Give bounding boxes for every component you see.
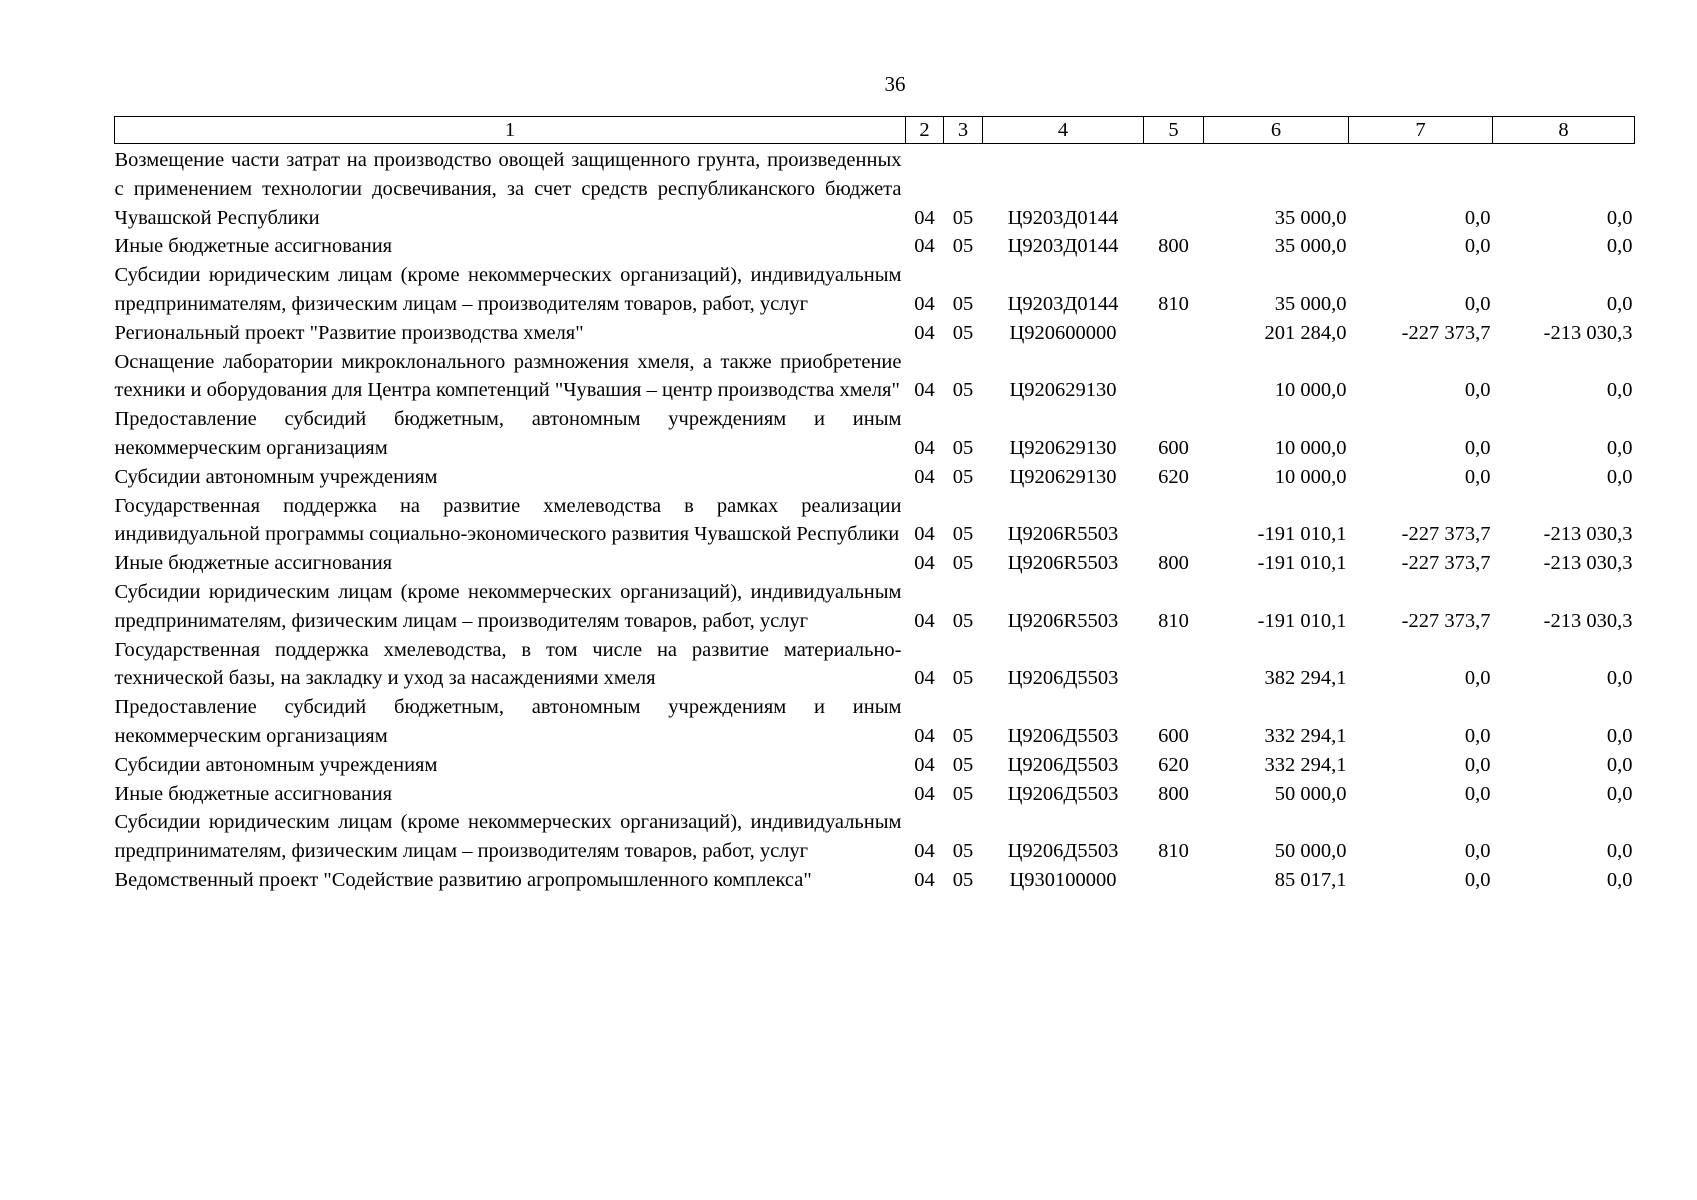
row-section: 04 xyxy=(914,724,935,747)
row-subsection: 05 xyxy=(952,379,974,402)
row-value-col8: -213 030,3 xyxy=(1543,523,1633,546)
row-subsection: 05 xyxy=(952,436,974,459)
row-target-article: Ц9203Д0144 xyxy=(1007,235,1119,258)
row-expense-type: 810 xyxy=(1158,840,1189,863)
row-value-col7: 0,0 xyxy=(1464,724,1491,747)
row-value-col8: -213 030,3 xyxy=(1543,552,1633,575)
row-value-col7: 0,0 xyxy=(1464,235,1491,258)
row-section: 04 xyxy=(914,321,935,344)
row-subsection: 05 xyxy=(952,724,974,747)
row-value-col6: 50 000,0 xyxy=(1274,840,1347,863)
row-value-col6: 35 000,0 xyxy=(1274,206,1347,229)
table-row xyxy=(115,780,1635,809)
table-row xyxy=(115,463,1635,492)
row-expense-type: 800 xyxy=(1158,552,1189,575)
row-section: 04 xyxy=(914,465,935,488)
table-row xyxy=(115,405,1635,463)
row-subsection: 05 xyxy=(952,782,974,805)
column-header-7: 7 xyxy=(1349,117,1493,144)
column-header-3: 3 xyxy=(944,117,983,144)
column-header-6: 6 xyxy=(1204,117,1349,144)
row-value-col7: 0,0 xyxy=(1464,667,1491,690)
row-target-article: Ц930100000 xyxy=(1009,868,1117,891)
row-value-col6: 50 000,0 xyxy=(1274,782,1347,805)
row-value-col7: 0,0 xyxy=(1464,868,1491,891)
row-section: 04 xyxy=(914,667,935,690)
row-value-col8: 0,0 xyxy=(1606,753,1633,776)
row-expense-type: 810 xyxy=(1158,609,1189,632)
row-subsection: 05 xyxy=(952,465,974,488)
row-value-col6: 10 000,0 xyxy=(1274,465,1347,488)
table-row xyxy=(115,492,1635,550)
row-value-col8: 0,0 xyxy=(1606,782,1633,805)
row-value-col6: 85 017,1 xyxy=(1274,868,1347,891)
row-name: Субсидии юридическим лицам (кроме некоммерческих организаций), индивидуальным предпринимателям, физическим лицам – производителям товаров, работ, услуг xyxy=(114,811,902,863)
row-expense-type xyxy=(1144,636,1204,694)
table-header-row xyxy=(115,117,1635,144)
table-row xyxy=(115,866,1635,895)
row-target-article: Ц9206R5503 xyxy=(1007,523,1119,546)
row-value-col6: -191 010,1 xyxy=(1257,523,1347,546)
row-value-col6: 10 000,0 xyxy=(1274,436,1347,459)
row-value-col6: 332 294,1 xyxy=(1264,724,1347,747)
row-expense-type: 620 xyxy=(1158,465,1189,488)
row-name: Государственная поддержка на развитие хмелеводства в рамках реализации индивидуальной программы социально-экономического развития Чувашской Республики xyxy=(114,494,902,546)
column-header-5: 5 xyxy=(1144,117,1204,144)
row-subsection: 05 xyxy=(952,840,974,863)
column-header-4: 4 xyxy=(983,117,1144,144)
row-section: 04 xyxy=(914,379,935,402)
row-subsection: 05 xyxy=(952,552,974,575)
row-value-col7: -227 373,7 xyxy=(1401,609,1491,632)
row-expense-type: 620 xyxy=(1158,753,1189,776)
row-value-col6: 332 294,1 xyxy=(1264,753,1347,776)
row-target-article: Ц9206Д5503 xyxy=(1007,724,1119,747)
row-section: 04 xyxy=(914,868,935,891)
row-name: Иные бюджетные ассигнования xyxy=(114,782,393,805)
row-value-col6: 10 000,0 xyxy=(1274,379,1347,402)
row-target-article: Ц9206Д5503 xyxy=(1007,667,1119,690)
row-value-col8: 0,0 xyxy=(1606,206,1633,229)
row-name: Ведомственный проект "Содействие развитию агропромышленного комплекса" xyxy=(114,868,812,891)
row-subsection: 05 xyxy=(952,206,974,229)
row-target-article: Ц9206R5503 xyxy=(1007,552,1119,575)
row-target-article: Ц920600000 xyxy=(1009,321,1117,344)
row-name: Оснащение лаборатории микроклонального размножения хмеля, а также приобретение техники и оборудования для Центра компетенций "Чувашия – центр производства хмеля" xyxy=(114,350,902,402)
row-value-col6: 382 294,1 xyxy=(1264,667,1347,690)
row-section: 04 xyxy=(914,782,935,805)
table-body xyxy=(115,144,1635,895)
row-target-article: Ц9206Д5503 xyxy=(1007,753,1119,776)
table-row xyxy=(115,578,1635,636)
row-expense-type xyxy=(1144,492,1204,550)
row-value-col8: -213 030,3 xyxy=(1543,609,1633,632)
page-number: 36 xyxy=(884,72,906,96)
row-name: Государственная поддержка хмелеводства, в том числе на развитие материально-технической базы, на закладку и уход за насаждениями хмеля xyxy=(114,638,902,690)
row-target-article: Ц9206Д5503 xyxy=(1007,782,1119,805)
row-section: 04 xyxy=(914,436,935,459)
row-subsection: 05 xyxy=(952,667,974,690)
table-row xyxy=(115,261,1635,319)
row-target-article: Ц920629130 xyxy=(1009,379,1117,402)
row-value-col8: 0,0 xyxy=(1606,667,1633,690)
table-row xyxy=(115,348,1635,406)
row-name: Региональный проект "Развитие производства хмеля" xyxy=(114,321,584,344)
row-expense-type xyxy=(1144,319,1204,348)
row-target-article: Ц9206Д5503 xyxy=(1007,840,1119,863)
column-header-8: 8 xyxy=(1493,117,1635,144)
row-value-col8: 0,0 xyxy=(1606,436,1633,459)
row-section: 04 xyxy=(914,840,935,863)
row-name: Предоставление субсидий бюджетным, автономным учреждениям и иным некоммерческим организациям xyxy=(114,408,902,459)
table-row xyxy=(115,636,1635,694)
row-target-article: Ц920629130 xyxy=(1009,436,1117,459)
row-name: Иные бюджетные ассигнования xyxy=(114,552,393,575)
column-header-2: 2 xyxy=(906,117,944,144)
row-expense-type xyxy=(1144,348,1204,406)
row-target-article: Ц9203Д0144 xyxy=(1007,292,1119,315)
row-section: 04 xyxy=(914,523,935,546)
row-subsection: 05 xyxy=(952,868,974,891)
row-name: Предоставление субсидий бюджетным, автономным учреждениям и иным некоммерческим организациям xyxy=(114,696,902,747)
row-target-article: Ц9206R5503 xyxy=(1007,609,1119,632)
row-section: 04 xyxy=(914,552,935,575)
row-value-col6: -191 010,1 xyxy=(1257,552,1347,575)
row-value-col8: 0,0 xyxy=(1606,379,1633,402)
row-expense-type: 600 xyxy=(1158,436,1189,459)
row-expense-type xyxy=(1144,866,1204,895)
row-value-col7: 0,0 xyxy=(1464,292,1491,315)
row-value-col7: 0,0 xyxy=(1464,753,1491,776)
row-value-col8: 0,0 xyxy=(1606,292,1633,315)
row-subsection: 05 xyxy=(952,753,974,776)
row-name: Субсидии юридическим лицам (кроме некоммерческих организаций), индивидуальным предпринимателям, физическим лицам – производителям товаров, работ, услуг xyxy=(114,264,902,315)
row-value-col8: 0,0 xyxy=(1606,235,1633,258)
row-expense-type: 800 xyxy=(1158,782,1189,805)
row-name: Иные бюджетные ассигнования xyxy=(114,235,393,258)
row-section: 04 xyxy=(914,753,935,776)
row-subsection: 05 xyxy=(952,523,974,546)
row-name: Субсидии автономным учреждениям xyxy=(114,465,438,488)
row-expense-type: 600 xyxy=(1158,724,1189,747)
row-value-col6: 35 000,0 xyxy=(1274,292,1347,315)
row-value-col7: 0,0 xyxy=(1464,840,1491,863)
row-value-col7: -227 373,7 xyxy=(1401,552,1491,575)
row-value-col7: -227 373,7 xyxy=(1401,321,1491,344)
row-value-col7: -227 373,7 xyxy=(1401,523,1491,546)
row-value-col8: -213 030,3 xyxy=(1543,321,1633,344)
row-value-col7: 0,0 xyxy=(1464,379,1491,402)
row-expense-type xyxy=(1144,144,1204,233)
column-header-1: 1 xyxy=(115,117,906,144)
row-target-article: Ц9203Д0144 xyxy=(1007,206,1119,229)
table-row xyxy=(115,549,1635,578)
row-name: Возмещение части затрат на производство овощей защищенного грунта, произведенных с применением технологии досвечивания, за счет средств республиканского бюджета Чувашской Республики xyxy=(114,149,902,229)
row-subsection: 05 xyxy=(952,292,974,315)
table-row xyxy=(115,319,1635,348)
budget-table xyxy=(114,116,1635,895)
table-row xyxy=(115,232,1635,261)
row-section: 04 xyxy=(914,292,935,315)
row-value-col6: -191 010,1 xyxy=(1257,609,1347,632)
row-target-article: Ц920629130 xyxy=(1009,465,1117,488)
row-value-col8: 0,0 xyxy=(1606,840,1633,863)
table-row xyxy=(115,693,1635,751)
row-value-col7: 0,0 xyxy=(1464,436,1491,459)
row-expense-type: 810 xyxy=(1158,292,1189,315)
row-section: 04 xyxy=(914,206,935,229)
row-value-col7: 0,0 xyxy=(1464,465,1491,488)
row-expense-type: 800 xyxy=(1158,235,1189,258)
row-value-col6: 201 284,0 xyxy=(1264,321,1347,344)
row-value-col7: 0,0 xyxy=(1464,206,1491,229)
row-section: 04 xyxy=(914,235,935,258)
row-subsection: 05 xyxy=(952,609,974,632)
table-row xyxy=(115,751,1635,780)
row-value-col6: 35 000,0 xyxy=(1274,235,1347,258)
table-row xyxy=(115,144,1635,233)
row-value-col8: 0,0 xyxy=(1606,724,1633,747)
row-name: Субсидии автономным учреждениям xyxy=(114,753,438,776)
row-value-col8: 0,0 xyxy=(1606,465,1633,488)
table-row xyxy=(115,808,1635,866)
row-name: Субсидии юридическим лицам (кроме некоммерческих организаций), индивидуальным предпринимателям, физическим лицам – производителям товаров, работ, услуг xyxy=(114,580,902,632)
row-subsection: 05 xyxy=(952,235,974,258)
row-value-col8: 0,0 xyxy=(1606,868,1633,891)
row-value-col7: 0,0 xyxy=(1464,782,1491,805)
row-subsection: 05 xyxy=(952,321,974,344)
row-section: 04 xyxy=(914,609,935,632)
